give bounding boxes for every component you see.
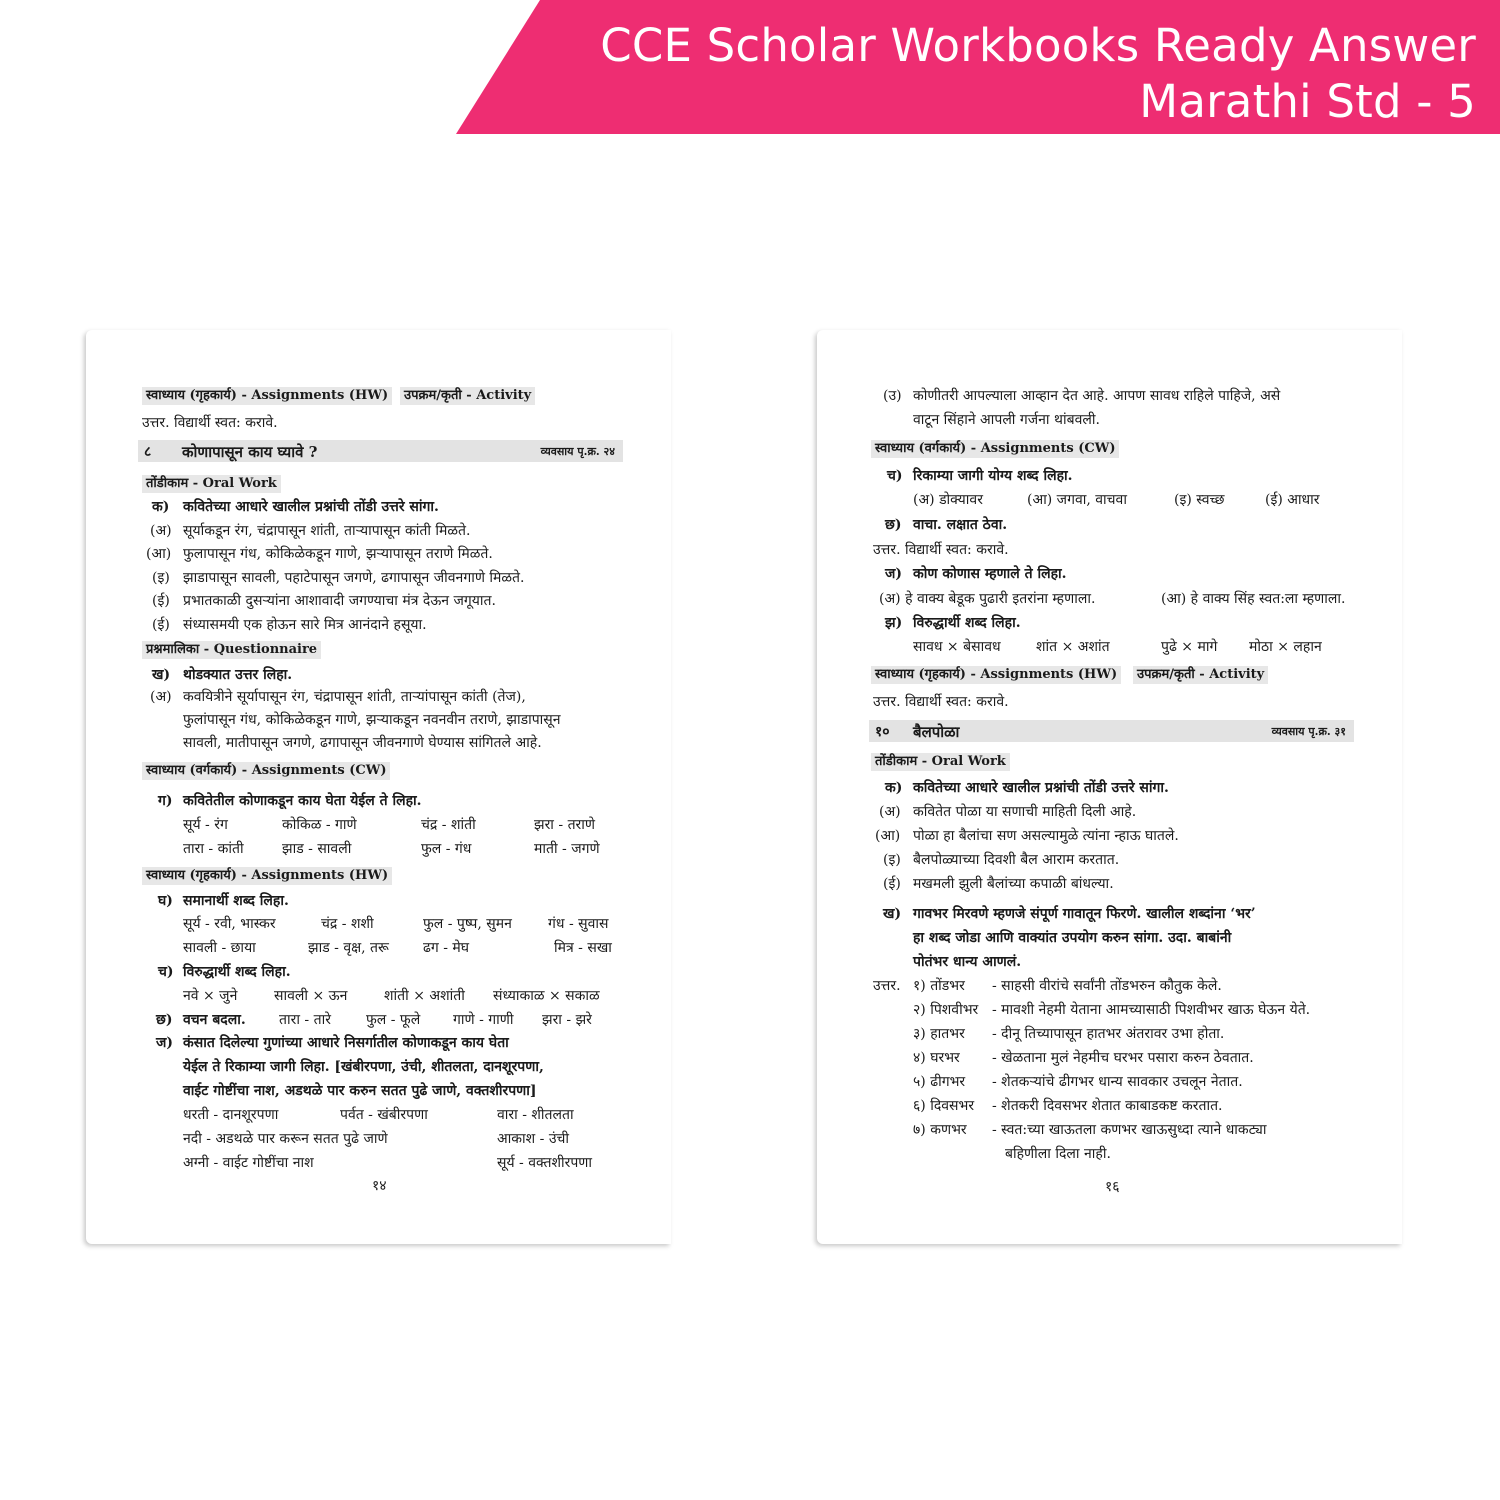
question-line: गावभर मिरवणे म्हणजे संपूर्ण गावातून फिरणे. खालील शब्दांना ‘भर’ <box>913 906 1256 922</box>
word-pair: सूर्य - रवी, भास्कर <box>183 916 276 932</box>
item-text: बैलपोळ्याच्या दिवशी बैल आराम करतात. <box>913 852 1120 868</box>
item-label: (इ) <box>152 570 170 586</box>
word-pair: तारा - कांती <box>183 841 244 857</box>
answer-line: वाटून सिंहाने आपली गर्जना थांबवली. <box>913 412 1100 428</box>
example-sentence: - साहसी वीरांचे सर्वांनी तोंडभरुन कौतुक केले. <box>992 978 1222 994</box>
answer-text: उत्तर. विद्यार्थी स्वत: करावे. <box>873 694 1009 710</box>
example-sentence: - शेतकऱ्यांचे ढीगभर धान्य सावकार उचलून नेतात. <box>992 1074 1243 1090</box>
item-label: (आ) <box>875 828 901 844</box>
question-label: ग) <box>158 793 173 809</box>
question-label: छ) <box>156 1012 173 1028</box>
fill-answer: (ई) आधार <box>1265 492 1320 508</box>
example-sentence-cont: बहिणीला दिला नाही. <box>1005 1146 1111 1162</box>
question-text: रिकाम्या जागी योग्य शब्द लिहा. <box>913 468 1073 484</box>
word-pair: चंद्र - शशी <box>321 916 374 932</box>
question-label: ज) <box>156 1035 174 1051</box>
word-pair: नदी - अडथळे पार करून सतत पुढे जाणे <box>183 1131 388 1147</box>
word-pair: फुल - पुष्प, सुमन <box>423 916 512 932</box>
question-text: कवितेतील कोणाकडून काय घेता येईल ते लिहा. <box>183 793 422 809</box>
antonym-pair: संध्याकाळ × सकाळ <box>493 988 600 1004</box>
answer-line: सावली, मातीपासून जगणे, ढगापासून जीवनगाणे घेण्यास सांगितले आहे. <box>183 735 542 751</box>
item-label: (अ) <box>150 689 172 705</box>
page-number: १६ <box>1105 1179 1120 1195</box>
question-label: च) <box>887 468 903 484</box>
banner-title-line1: CCE Scholar Workbooks Ready Answer <box>600 19 1476 72</box>
example-word: २) पिशवीभर <box>913 1002 979 1018</box>
question-text: वचन बदला. <box>183 1012 246 1028</box>
example-sentence: - शेतकरी दिवसभर शेतात काबाडकष्ट करतात. <box>992 1098 1223 1114</box>
word-pair: सूर्य - वक्तशीरपणा <box>497 1155 593 1171</box>
question-text: कोण कोणास म्हणाले ते लिहा. <box>913 566 1067 582</box>
tag-oral-work: तोंडीकाम - Oral Work <box>142 475 281 493</box>
question-text: विरुद्धार्थी शब्द लिहा. <box>913 615 1021 631</box>
lesson-ref: व्यवसाय पृ.क्र. ३१ <box>1271 725 1346 738</box>
fill-answer: (आ) जगवा, वाचवा <box>1027 492 1127 508</box>
antonym-pair: पुढे × मागे <box>1161 639 1218 655</box>
question-label: घ) <box>158 893 173 909</box>
word-pair: चंद्र - शांती <box>421 817 476 833</box>
tag-activity: उपक्रम/कृती - Activity <box>400 387 535 405</box>
answer-label: उत्तर. <box>873 978 901 994</box>
example-sentence: - मावशी नेहमी येताना आमच्यासाठी पिशवीभर खाऊ घेऊन येते. <box>992 1002 1311 1018</box>
tag-activity: उपक्रम/कृती - Activity <box>1133 666 1268 684</box>
plural-pair: गाणे - गाणी <box>453 1012 514 1028</box>
question-line: पोतंभर धान्य आणलं. <box>913 954 1022 970</box>
question-label: ख) <box>883 906 902 922</box>
title-banner <box>0 0 1500 134</box>
item-text: झाडापासून सावली, पहाटेपासून जगणे, ढगापासून जीवनगाणे मिळते. <box>183 570 525 586</box>
example-word: ५) ढीगभर <box>913 1074 966 1090</box>
page-number: १४ <box>372 1178 387 1194</box>
answer-text: (आ) हे वाक्य सिंह स्वत:ला म्हणाला. <box>1161 591 1346 607</box>
question-label: ज) <box>885 566 903 582</box>
tag-questionnaire: प्रश्नमालिका - Questionnaire <box>142 641 321 659</box>
example-word: ७) कणभर <box>913 1122 967 1138</box>
question-label: ख) <box>152 667 171 683</box>
plural-pair: झरा - झरे <box>542 1012 592 1028</box>
word-pair: आकाश - उंची <box>497 1131 570 1147</box>
question-text: थोडक्यात उत्तर लिहा. <box>183 667 293 683</box>
answer-text: उत्तर. विद्यार्थी स्वत: करावे. <box>142 415 278 431</box>
example-word: ६) दिवसभर <box>913 1098 975 1114</box>
word-pair: कोकिळ - गाणे <box>282 817 357 833</box>
item-label: (इ) <box>883 852 901 868</box>
word-pair: झरा - तराणे <box>534 817 596 833</box>
lesson-number: ८ <box>144 444 152 460</box>
item-label: (अ) <box>879 804 901 820</box>
tag-classwork: स्वाध्याय (वर्गकार्य) - Assignments (CW) <box>142 762 390 780</box>
question-text: कवितेच्या आधारे खालील प्रश्नांची तोंडी उत्तरे सांगा. <box>913 780 1169 796</box>
question-label: झ) <box>885 615 903 631</box>
example-word: ४) घरभर <box>913 1050 960 1066</box>
question-text: विरुद्धार्थी शब्द लिहा. <box>183 964 291 980</box>
question-line: कंसात दिलेल्या गुणांच्या आधारे निसर्गातील कोणाकडून काय घेता <box>183 1035 509 1051</box>
antonym-pair: शांती × अशांती <box>384 988 465 1004</box>
example-sentence: - स्वत:च्या खाऊतला कणभर खाऊसुध्दा त्याने धाकट्या <box>992 1122 1267 1138</box>
word-pair: पर्वत - खंबीरपणा <box>340 1107 428 1123</box>
item-text: कवितेत पोळा या सणाची माहिती दिली आहे. <box>913 804 1137 820</box>
answer-line: कवयित्रीने सूर्यापासून रंग, चंद्रापासून शांती, ताऱ्यांपासून कांती (तेज), <box>183 689 526 705</box>
plural-pair: तारा - तारे <box>279 1012 331 1028</box>
word-pair: धरती - दानशूरपणा <box>183 1107 279 1123</box>
right-page <box>817 330 1402 1244</box>
banner-title <box>600 18 1476 130</box>
item-label: (ई) <box>152 617 170 633</box>
question-label: छ) <box>885 517 902 533</box>
word-pair: मित्र - सखा <box>554 940 612 956</box>
word-pair: फुल - गंध <box>421 841 472 857</box>
question-line: हा शब्द जोडा आणि वाक्यांत उपयोग करुन सांगा. उदा. बाबांनी <box>913 930 1232 946</box>
lesson-header <box>138 440 623 462</box>
example-word: १) तोंडभर <box>913 978 965 994</box>
word-pair: झाड - सावली <box>282 841 352 857</box>
antonym-pair: मोठा × लहान <box>1249 639 1322 655</box>
word-pair: अग्नी - वाईट गोष्टींचा नाश <box>183 1155 314 1171</box>
answer-text: (अ) हे वाक्य बेडूक पुढारी इतरांना म्हणाला. <box>879 591 1096 607</box>
lesson-header <box>869 720 1354 742</box>
example-word: ३) हातभर <box>913 1026 965 1042</box>
answer-line: कोणीतरी आपल्याला आव्हान देत आहे. आपण सावध राहिले पाहिजे, असे <box>913 388 1281 404</box>
antonym-pair: सावध × बेसावध <box>913 639 1001 655</box>
item-label: (ई) <box>152 593 170 609</box>
word-pair: गंध - सुवास <box>548 916 609 932</box>
item-label: (आ) <box>146 546 172 562</box>
lesson-number: १० <box>875 724 890 740</box>
example-sentence: - खेळताना मुलं नेहमीच घरभर पसारा करुन ठेवतात. <box>992 1050 1254 1066</box>
left-page <box>86 330 671 1244</box>
antonym-pair: सावली × ऊन <box>274 988 348 1004</box>
question-label: च) <box>158 964 174 980</box>
tag-homework-2: स्वाध्याय (गृहकार्य) - Assignments (HW) <box>142 867 392 885</box>
tag-classwork: स्वाध्याय (वर्गकार्य) - Assignments (CW) <box>871 440 1119 458</box>
fill-answer: (इ) स्वच्छ <box>1174 492 1225 508</box>
word-pair: झाड - वृक्ष, तरू <box>308 940 389 956</box>
example-sentence: - दीनू तिच्यापासून हातभर अंतरावर उभा होता. <box>992 1026 1225 1042</box>
tag-homework: स्वाध्याय (गृहकार्य) - Assignments (HW) <box>142 387 392 405</box>
word-pair: ढग - मेघ <box>423 940 470 956</box>
item-text: मखमली झुली बैलांच्या कपाळी बांधल्या. <box>913 876 1114 892</box>
lesson-ref: व्यवसाय पृ.क्र. २४ <box>540 445 615 458</box>
word-pair: सावली - छाया <box>183 940 256 956</box>
tag-oral-work: तोंडीकाम - Oral Work <box>871 753 1010 771</box>
question-label: क) <box>152 499 170 515</box>
antonym-pair: नवे × जुने <box>183 988 238 1004</box>
question-text: कवितेच्या आधारे खालील प्रश्नांची तोंडी उत्तरे सांगा. <box>183 499 439 515</box>
item-label: (अ) <box>150 523 172 539</box>
question-text: समानार्थी शब्द लिहा. <box>183 893 289 909</box>
question-label: क) <box>885 780 903 796</box>
lesson-title: बैलपोळा <box>913 723 960 741</box>
item-text: प्रभातकाळी दुसऱ्यांना आशावादी जगण्याचा मंत्र देऊन जगूयात. <box>183 593 496 609</box>
item-text: सूर्याकडून रंग, चंद्रापासून शांती, ताऱ्यापासून कांती मिळते. <box>183 523 471 539</box>
item-label: (उ) <box>883 388 902 404</box>
answer-text: उत्तर. विद्यार्थी स्वत: करावे. <box>873 542 1009 558</box>
question-line: येईल ते रिकाम्या जागी लिहा. [खंबीरपणा, उंची, शीतलता, दानशूरपणा, <box>183 1059 544 1075</box>
word-pair: वारा - शीतलता <box>497 1107 574 1123</box>
question-line: वाईट गोष्टींचा नाश, अडथळे पार करुन सतत पुढे जाणे, वक्तशीरपणा] <box>183 1083 537 1099</box>
banner-title-line2: Marathi Std - 5 <box>1139 75 1476 128</box>
word-pair: माती - जगणे <box>534 841 600 857</box>
word-pair: सूर्य - रंग <box>183 817 228 833</box>
item-text: फुलापासून गंध, कोकिळेकडून गाणे, झऱ्यापासून तराणे मिळते. <box>183 546 493 562</box>
plural-pair: फुल - फूले <box>366 1012 421 1028</box>
item-text: संध्यासमयी एक होऊन सारे मित्र आनंदाने हसूया. <box>183 617 427 633</box>
question-text: वाचा. लक्षात ठेवा. <box>913 517 1008 533</box>
lesson-title: कोणापासून काय घ्यावे ? <box>182 443 318 461</box>
item-text: पोळा हा बैलांचा सण असल्यामुळे त्यांना न्हाऊ घातले. <box>913 828 1179 844</box>
fill-answer: (अ) डोक्यावर <box>913 492 983 508</box>
item-label: (ई) <box>883 876 901 892</box>
answer-line: फुलांपासून गंध, कोकिळेकडून गाणे, झऱ्याकडून नवनवीन तराणे, झाडापासून <box>183 712 561 728</box>
tag-homework: स्वाध्याय (गृहकार्य) - Assignments (HW) <box>871 666 1121 684</box>
antonym-pair: शांत × अशांत <box>1036 639 1110 655</box>
